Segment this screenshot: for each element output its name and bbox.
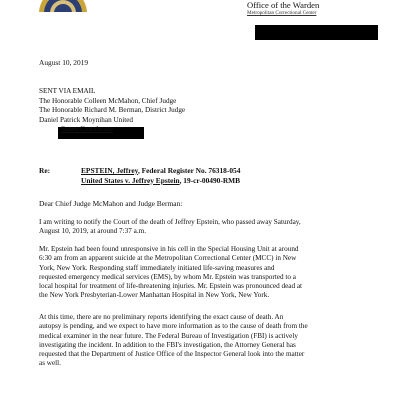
letterhead	[247, 0, 397, 16]
paragraph-line: the New York Presbyterian-Lower Manhattan Hospital in New York, New York.	[39, 291, 270, 300]
subject-name: EPSTEIN, Jeffrey	[81, 166, 138, 175]
paragraph-1	[39, 218, 369, 237]
address-line: States Courthouse	[61, 125, 114, 133]
subject-register: , Federal Register No. 76318-054	[137, 166, 241, 175]
paragraph-line: medical examiner in the near future. The Federal Bureau of Investigation (FBI) is actively	[39, 331, 298, 340]
subject-block	[39, 166, 369, 185]
case-number: , 19-cr-00490-RMB	[179, 175, 241, 185]
paragraph-line: local hospital for treatment of life-threatening injuries. Mr. Epstein was pronounced dead at	[39, 282, 303, 291]
subject-line-1	[81, 166, 369, 176]
paragraph-line: York, New York. Responding staff immediately initiated life-saving measures and	[39, 263, 275, 272]
paragraph-line: autopsy is pending, and we expect to have more information as to the cause of death from the	[39, 322, 308, 331]
paragraph-line: requested that the Department of Justice Office of the Inspector General look into the matter	[39, 350, 305, 359]
office-subline: Metropolitan Correctional Center	[247, 10, 317, 16]
address-line: Daniel Patrick Moynihan United	[39, 115, 134, 124]
paragraph-line: investigating the incident. In addition to the FBI's investigation, the Attorney General has	[39, 340, 296, 349]
case-name: United States v. Jeffrey Epstein	[81, 175, 180, 185]
paragraph-3	[39, 313, 369, 369]
subject-line-2	[81, 176, 369, 186]
subject-label: Re:	[39, 166, 51, 175]
office-name: Office of the Warden	[247, 0, 320, 10]
paragraph-2	[39, 245, 369, 301]
redaction-bar	[255, 25, 378, 40]
paragraph-line: August 10, 2019, at around 7:37 a.m.	[39, 227, 147, 236]
paragraph-line: requested emergency medical services (EMS), by whom Mr. Epstein was transported to a	[39, 272, 296, 281]
salutation: Dear Chief Judge McMahon and Judge Berman:	[39, 199, 183, 208]
address-line: SENT VIA EMAIL	[39, 87, 96, 95]
paragraph-line: Mr. Epstein had been found unresponsive in his cell in the Special Housing Unit at around	[39, 245, 299, 253]
paragraph-line: as well.	[39, 359, 61, 368]
bop-seal	[38, 0, 88, 12]
paragraph-line: I am writing to notify the Court of the death of Jeffrey Epstein, who passed away Saturday,	[39, 218, 301, 226]
letter-date: August 10, 2019	[39, 58, 89, 67]
seal-graphic	[38, 0, 88, 12]
address-line: The Honorable Colleen McMahon, Chief Judge	[39, 96, 177, 105]
paragraph-line: At this time, there are no preliminary reports identifying the exact cause of death. An	[39, 313, 284, 321]
address-line: The Honorable Richard M. Berman, District Judge	[39, 106, 186, 114]
paragraph-line: 6:30 am from an apparent suicide at the Metropolitan Correctional Center (MCC) in New	[39, 254, 297, 263]
address-block	[39, 87, 279, 135]
